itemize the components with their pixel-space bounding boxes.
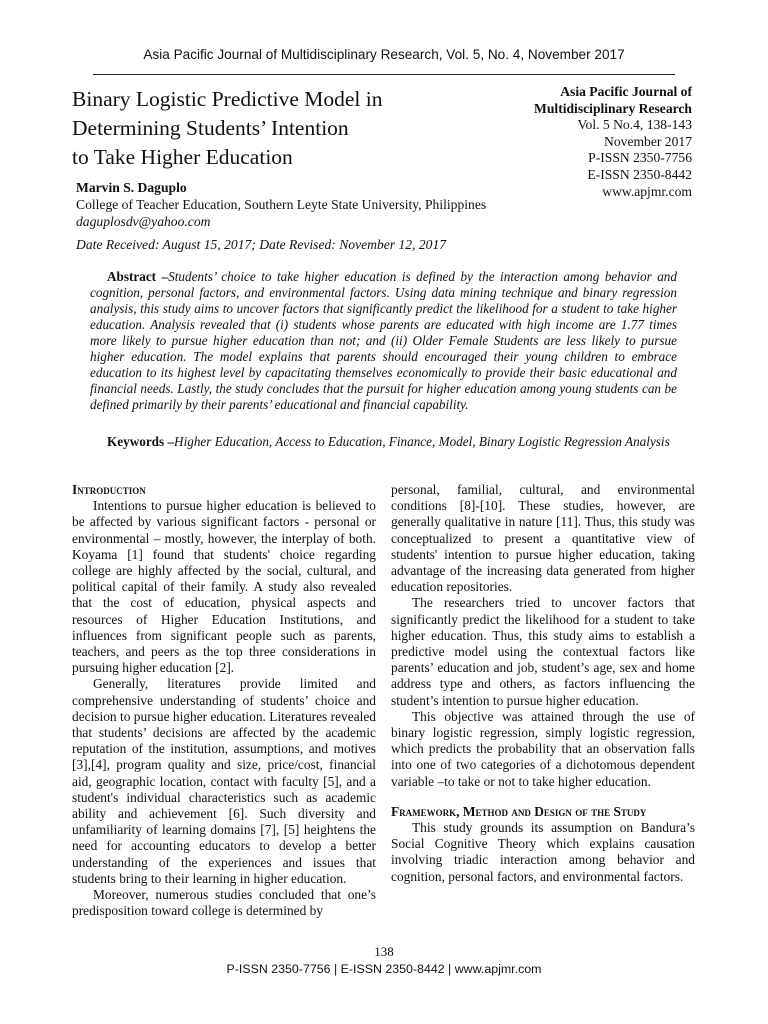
journal-eissn: E-ISSN 2350-8442 — [587, 166, 692, 182]
title-line: Binary Logistic Predictive Model in — [72, 87, 383, 111]
header-rule — [93, 74, 675, 75]
page-number: 138 — [374, 944, 394, 959]
journal-pissn: P-ISSN 2350-7756 — [588, 150, 692, 166]
journal-info — [470, 84, 692, 200]
paragraph: The researchers tried to uncover factors that significantly predict the likelihood for a student to take higher education. Thus, this study aims to establish a predictive model using the contextual factors like parents’ education and job, student’s age, sex and home address type and others, as factors influencing the student’s intention to pursue higher education. — [391, 595, 695, 708]
paragraph: Generally, literatures provide limited and comprehensive understanding of students’ choice and decision to pursue higher education. Literatures revealed that students’ decisions are affected by the academic reputation of the institution, assumptions, and motives [3],[4], program quality and size, price/cost, financial aid, geographic location, contact with faculty [5], and a student's individual characteristics such as academic ability and achievement [6]. Such diversity and unfamiliarity of learning domains [7], [5] heightens the need for accounting educators to develop a better understanding of the experiences and issues that students bring to their learning in higher education. — [72, 676, 376, 886]
journal-name-line: Asia Pacific Journal of — [560, 84, 692, 99]
author-email[interactable]: daguplosdv@yahoo.com — [76, 214, 211, 229]
submission-dates: Date Received: August 15, 2017; Date Revised: November 12, 2017 — [76, 237, 447, 252]
keywords-text: Higher Education, Access to Education, Finance, Model, Binary Logistic Regression Analysis — [174, 434, 670, 449]
title-line: to Take Higher Education — [72, 145, 293, 169]
journal-date: November 2017 — [604, 133, 692, 149]
left-column — [72, 482, 376, 919]
paragraph: Moreover, numerous studies concluded that one’s predisposition toward college is determined by — [72, 887, 376, 919]
paper-title — [72, 85, 482, 172]
journal-name-line: Multidisciplinary Research — [534, 100, 692, 116]
title-line: Determining Students’ Intention — [72, 116, 349, 140]
paragraph: This objective was attained through the use of binary logistic regression, simply logistic regression, which predicts the probability that an observation falls into one of two categories of a dichotomous dependent variable –to take or not to take higher education. — [391, 708, 695, 789]
section-heading-framework: Framework, Method and Design of the Study — [391, 803, 647, 819]
keywords-label: Keywords – — [107, 434, 175, 449]
abstract-label: Abstract – — [107, 269, 169, 284]
right-column — [391, 482, 695, 885]
paragraph-continuation: personal, familial, cultural, and environmental conditions [8]-[10]. These studies, however, are generally qualitative in nature [11]. Thus, this study was conceptualized to present a quantitative view of students' intention to pursue higher education, taking advantage of the increasing data generated from higher education repositories. — [391, 482, 695, 595]
paragraph: This study grounds its assumption on Bandura’s Social Cognitive Theory which explains causation involving triadic interaction among behavior and cognition, personal factors, and environmental factors. — [391, 820, 695, 884]
footer-issn: P-ISSN 2350-7756 | E-ISSN 2350-8442 | www.apjmr.com — [226, 962, 542, 976]
section-heading-introduction: Introduction — [72, 482, 146, 497]
abstract — [90, 269, 677, 413]
keywords — [90, 434, 677, 450]
abstract-text: Students’ choice to take higher education is defined by the interaction among behavior and cognition, personal factors, and environmental factors. Using data mining technique and binary regression analysis, this study aims to uncover factors that significantly predict the likelihood for a student to take higher education. Analysis revealed that (i) students whose parents are educated with high income are 1.77 times more likely to pursue higher education than not; and (ii) Older Female Students are less likely to pursue higher education. The model explains that parents should encouraged their young children to embrace education to its highest level by capacitating themselves economically to provide their basic educational and financial needs. Lastly, the study concludes that the pursuit for higher education among young students can be defined primarily by their parents’ educational and financial capability. — [90, 269, 677, 412]
running-head: Asia Pacific Journal of Multidisciplinary Research, Vol. 5, No. 4, November 2017 — [143, 47, 625, 62]
journal-website[interactable]: www.apjmr.com — [602, 183, 692, 199]
paragraph: Intentions to pursue higher education is believed to be affected by various significant factors - personal or environmental – mostly, however, the interplay of both. Koyama [1] found that students' choice regarding college are highly affected by the social, cultural, and political capital of their family. A study also revealed that the cost of education, physical aspects and resources of Higher Education Institutions, and influences from significant people such as parents, teachers, and peers as the top three considerations in pursuing higher education [2]. — [72, 498, 376, 676]
author-name: Marvin S. Daguplo — [76, 180, 187, 195]
author-affiliation: College of Teacher Education, Southern Leyte State University, Philippines — [76, 197, 487, 212]
journal-volume: Vol. 5 No.4, 138-143 — [577, 117, 692, 133]
